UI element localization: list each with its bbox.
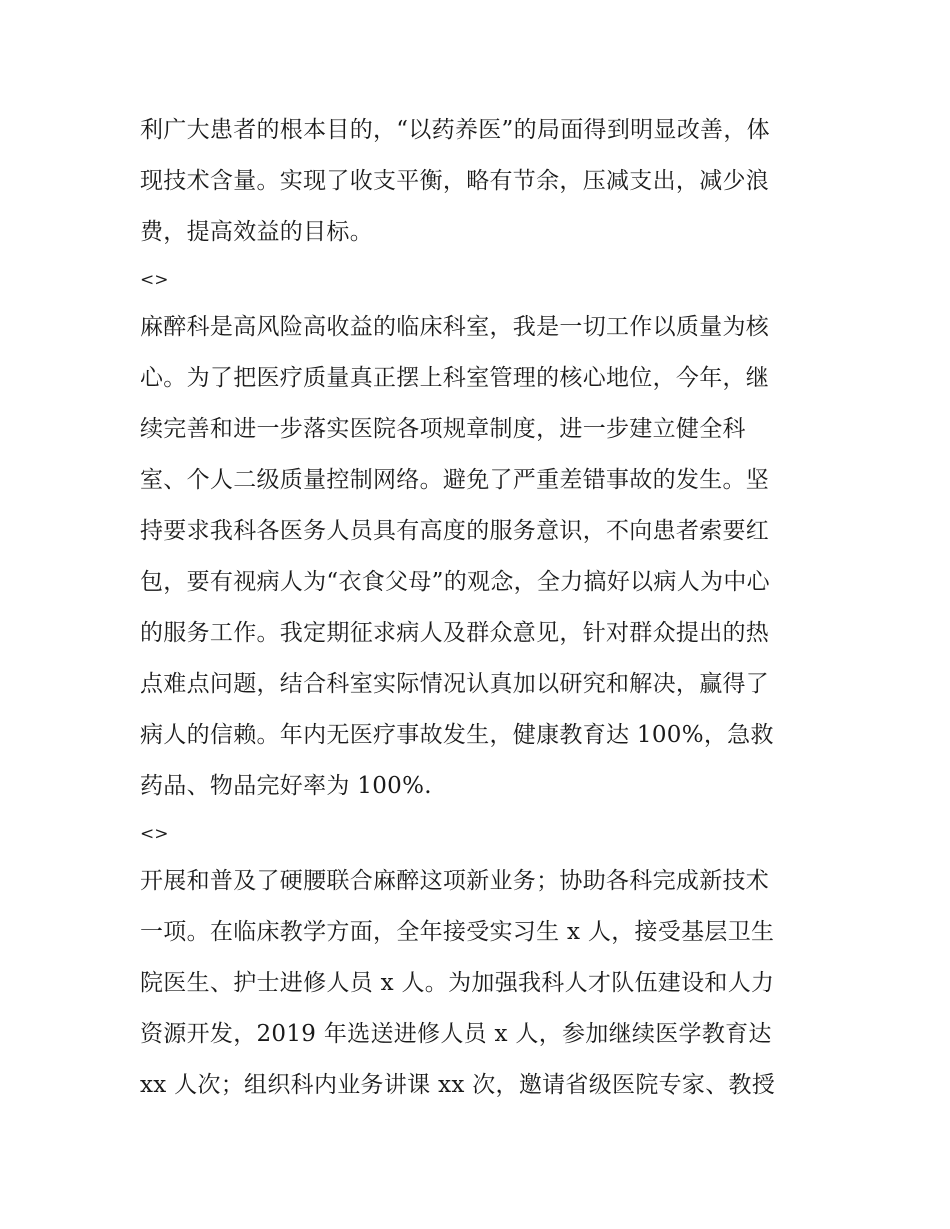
paragraph-2: [140, 302, 815, 812]
text-line: 续完善和进一步落实医院各项规章制度，进一步建立健全科: [140, 416, 746, 442]
paragraph-3: [140, 856, 815, 1111]
text-line: 的服务工作。我定期征求病人及群众意见，针对群众提出的热: [140, 620, 770, 646]
text-line: 院医生、护士进修人员 x 人。为加强我科人才队伍建设和人力: [140, 970, 775, 996]
text-line: 费，提高效益的目标。: [140, 219, 373, 245]
text-line: 麻醉科是高风险高收益的临床科室，我是一切工作以质量为核: [140, 314, 770, 340]
document-body: [140, 105, 815, 1111]
text-line: 药品、物品完好率为 100%.: [140, 773, 432, 799]
text-line: 一项。在临床教学方面，全年接受实习生 x 人，接受基层卫生: [140, 919, 775, 945]
paragraph-1: [140, 105, 815, 258]
text-line: xx 人次；组织科内业务讲课 xx 次，邀请省级医院专家、教授: [140, 1072, 776, 1098]
text-line: 现技术含量。实现了收支平衡，略有节余，压减支出，减少浪: [140, 168, 770, 194]
text-line: 包，要有视病人为“衣食父母”的观念，全力搞好以病人为中心: [140, 569, 770, 595]
section-separator: <>: [140, 270, 169, 290]
text-line: 资源开发，2019 年选送进修人员 x 人，参加继续医学教育达: [140, 1021, 772, 1047]
text-line: 病人的信赖。年内无医疗事故发生，健康教育达 100%，急救: [140, 722, 774, 748]
text-line: 利广大患者的根本目的，“以药养医”的局面得到明显改善，体: [140, 117, 770, 143]
text-line: 心。为了把医疗质量真正摆上科室管理的核心地位，今年，继: [140, 365, 770, 391]
text-line: 点难点问题，结合科室实际情况认真加以研究和解决，赢得了: [140, 671, 770, 697]
text-line: 开展和普及了硬腰联合麻醉这项新业务；协助各科完成新技术: [140, 868, 770, 894]
section-separator: <>: [140, 824, 169, 844]
text-line: 持要求我科各医务人员具有高度的服务意识，不向患者索要红: [140, 518, 770, 544]
text-line: 室、个人二级质量控制网络。避免了严重差错事故的发生。坚: [140, 467, 770, 493]
